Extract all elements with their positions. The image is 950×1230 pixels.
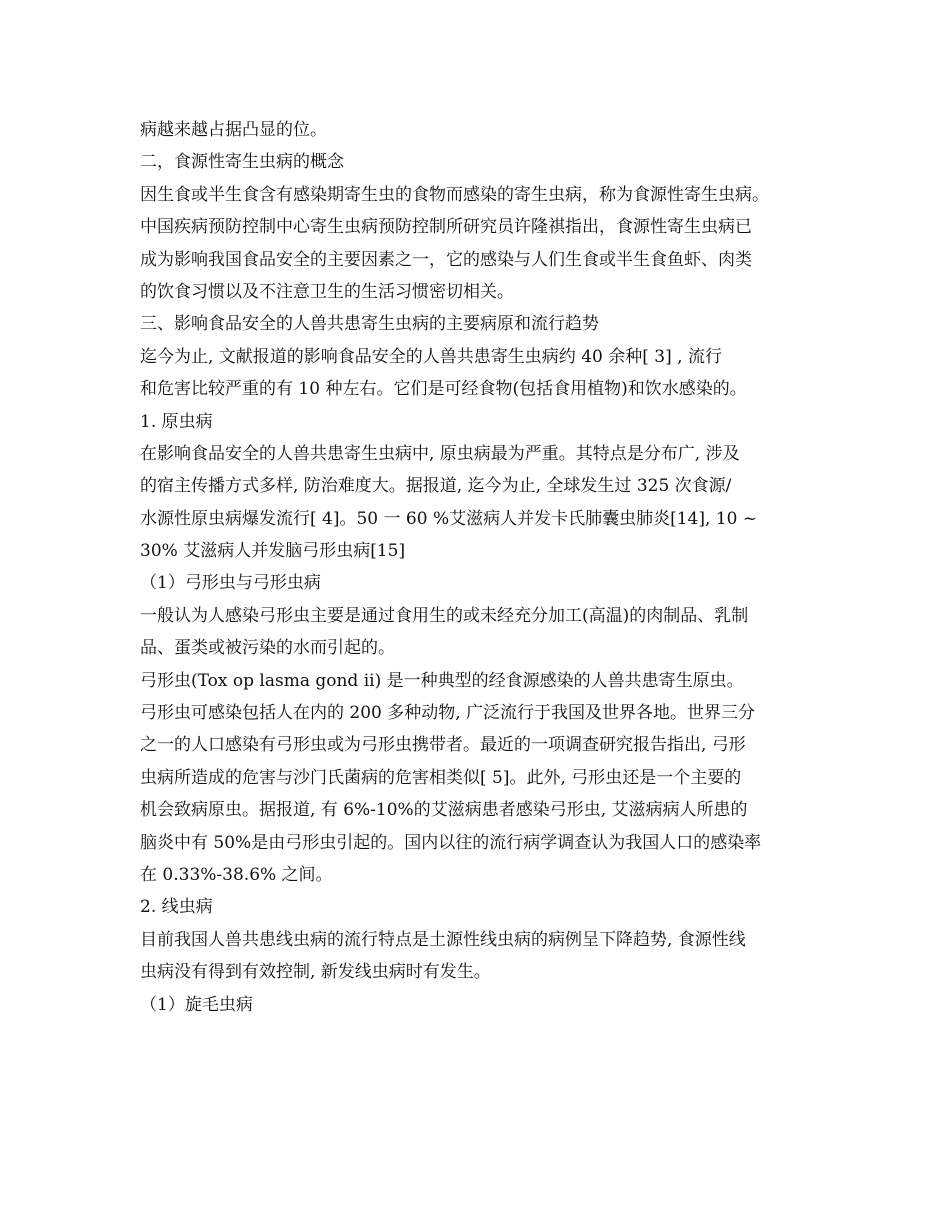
text-line: 机会致病原虫。据报道, 有 6%-10%的艾滋病患者感染弓形虫, 艾滋病病人所患的 bbox=[140, 800, 748, 821]
text-line: 中国疾病预防控制中心寄生虫病预防控制所研究员许隆祺指出，食源性寄生虫病已 bbox=[140, 217, 752, 238]
subsection-heading: （1）弓形虫与弓形虫病 bbox=[140, 573, 321, 594]
text-line: 的饮食习惯以及不注意卫生的生活习惯密切相关。 bbox=[140, 281, 514, 302]
text-line: 30% 艾滋病人并发脑弓形虫病[15] bbox=[140, 541, 406, 562]
section-heading: 三、影响食品安全的人兽共患寄生虫病的主要病原和流行趋势 bbox=[140, 314, 599, 335]
subsection-heading: 1. 原虫病 bbox=[140, 411, 213, 432]
text-line: 病越来越占据凸显的位。 bbox=[140, 120, 327, 140]
subsection-heading: （1）旋毛虫病 bbox=[140, 994, 253, 1015]
subsection-heading: 2. 线虫病 bbox=[140, 897, 213, 918]
text-line: 一般认为人感染弓形虫主要是通过食用生的或未经充分加工(高温)的肉制品、乳制 bbox=[140, 605, 749, 626]
text-line: 脑炎中有 50%是由弓形虫引起的。国内以往的流行病学调查认为我国人口的感染率 bbox=[140, 832, 762, 853]
text-line: 成为影响我国食品安全的主要因素之一，它的感染与人们生食或半生食鱼虾、肉类 bbox=[140, 249, 752, 270]
text-line: 品、蛋类或被污染的水而引起的。 bbox=[140, 638, 395, 659]
text-line: 因生食或半生食含有感染期寄生虫的食物而感染的寄生虫病，称为食源性寄生虫病。 bbox=[140, 184, 769, 205]
text-line: 迄今为止, 文献报道的影响食品安全的人兽共患寄生虫病约 40 余种[ 3] , 流行 bbox=[140, 346, 722, 367]
text-line: 弓形虫可感染包括人在内的 200 多种动物, 广泛流行于我国及世界各地。世界三分 bbox=[140, 703, 756, 724]
text-line: 和危害比较严重的有 10 种左右。它们是可经食物(包括食用植物)和饮水感染的。 bbox=[140, 379, 747, 400]
text-line: 在影响食品安全的人兽共患寄生虫病中, 原虫病最为严重。其特点是分布广, 涉及 bbox=[140, 443, 740, 464]
text-line: 虫病所造成的危害与沙门氏菌病的危害相类似[ 5]。此外, 弓形虫还是一个主要的 bbox=[140, 767, 742, 788]
text-line: 虫病没有得到有效控制, 新发线虫病时有发生。 bbox=[140, 962, 491, 983]
text-line: 水源性原虫病爆发流行[ 4]。50 一 60 %艾滋病人并发卡氏肺囊虫肺炎[14], 10 ~ bbox=[140, 508, 758, 529]
text-line: 弓形虫(Tox op lasma gond ii) 是一种典型的经食源感染的人兽共患寄生原虫。 bbox=[140, 670, 744, 691]
text-line: 在 0.33%-38.6% 之间。 bbox=[140, 864, 333, 885]
text-line: 的宿主传播方式多样, 防治难度大。据报道, 迄今为止, 全球发生过 325 次食源/ bbox=[140, 476, 732, 497]
text-line: 之一的人口感染有弓形虫或为弓形虫携带者。最近的一项调查研究报告指出, 弓形 bbox=[140, 735, 746, 756]
document-body bbox=[140, 114, 830, 1021]
text-line: 目前我国人兽共患线虫病的流行特点是土源性线虫病的病例呈下降趋势, 食源性线 bbox=[140, 929, 746, 950]
section-heading: 二，食源性寄生虫病的概念 bbox=[140, 152, 344, 173]
